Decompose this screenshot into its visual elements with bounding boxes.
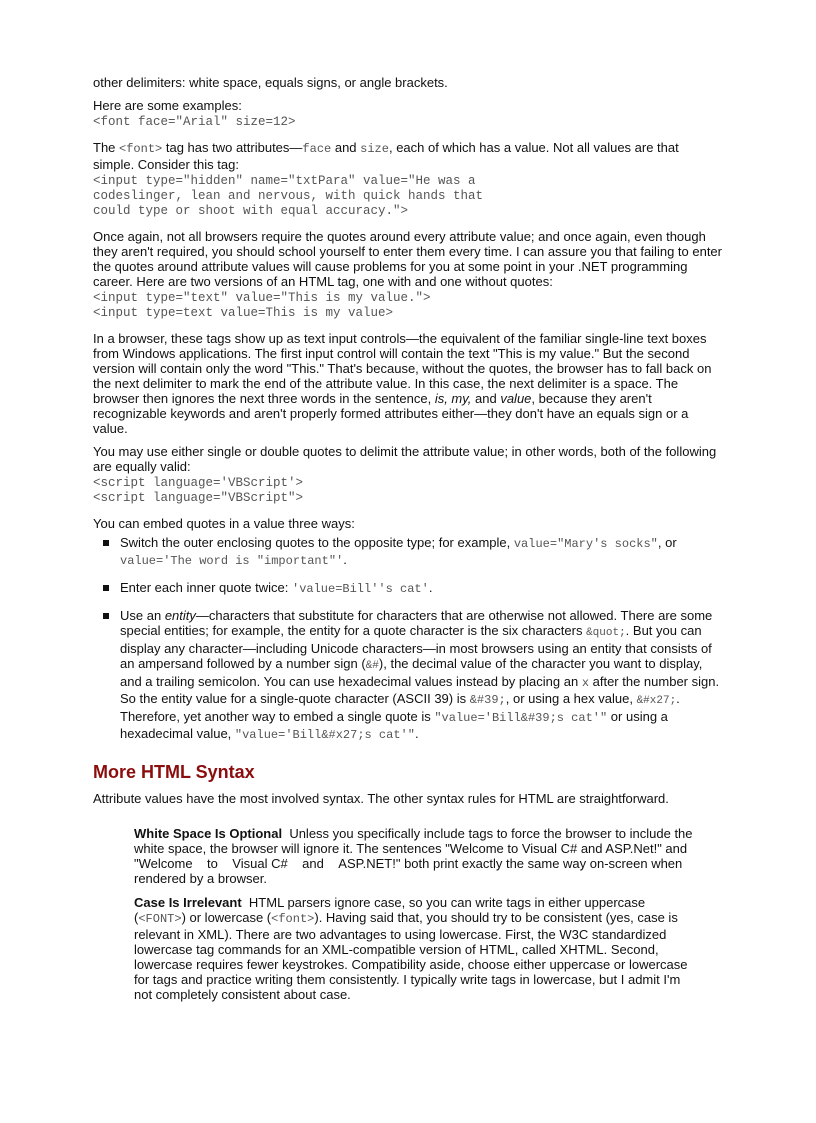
list-item: Switch the outer enclosing quotes to the opposite type; for example, value="Mary's socks", or value='The word is "important"'. <box>93 535 723 569</box>
inline-code: value="Mary's socks" <box>513 537 658 551</box>
section-heading: More HTML Syntax <box>93 762 255 782</box>
inline-code: <FONT> <box>138 912 182 926</box>
paragraph-embed-ways: You can embed quotes in a value three ways: <box>93 516 355 531</box>
inline-code: value='The word is "important"' <box>120 554 344 568</box>
inline-code: x <box>581 676 590 690</box>
inline-code: face <box>302 142 332 156</box>
bullet-icon <box>103 540 109 546</box>
paragraph-examples: Here are some examples: <box>93 98 242 113</box>
syntax-rules-section <box>134 826 694 1002</box>
bullet-icon <box>103 613 109 619</box>
rule-white-space: White Space Is Optional Unless you specifically include tags to force the browser to include the white space, the browser will ignore it. The sentences "Welcome to Visual C# and ASP.Net!" and "Welcome to Visual C# and ASP.NET!" both print exactly the same way on-screen when rendered by a browser. <box>134 826 693 886</box>
list-item: Enter each inner quote twice: 'value=Bill''s cat'. <box>93 580 723 597</box>
bullet-icon <box>103 585 109 591</box>
paragraph-browser-behavior: In a browser, these tags show up as text input controls—the equivalent of the familiar single-line text boxes from Windows applications. The first input control will contain the text "This is my value." But the second version will contain only the word "This." That's because, without the quotes, the browser has to fall back on the next delimiter to mark the end of the attribute value. In this case, the next delimiter is a space. The browser then ignores the next three words in the sentence, is, my, and value, because they aren't recognizable keywords and aren't properly formed attributes either—they don't have an equals sign or a value. <box>93 331 712 436</box>
paragraph-quotes: Once again, not all browsers require the quotes around every attribute value; and once again, even though they aren't required, you should school yourself to enter them every time. I can assure you that failing to enter the quotes around attribute values will cause problems for you at some point in your .NET programming career. Here are two versions of an HTML tag, one with and one without quotes: <box>93 229 722 289</box>
bullet-list <box>93 535 723 743</box>
inline-code: size <box>360 142 389 156</box>
paragraph-single-double: You may use either single or double quotes to delimit the attribute value; in other words, both of the following are equally valid: <box>93 444 717 474</box>
inline-code: <font> <box>271 912 315 926</box>
inline-code: "value='Bill&#x27;s cat'" <box>234 728 415 742</box>
code-hidden-input: <input type="hidden" name="txtPara" value="He was a codeslinger, lean and nervous, with quick hands that could type or shoot with equal accuracy."> <box>93 174 484 218</box>
inline-code: &#39; <box>469 693 506 707</box>
paragraph-font-tag: The <font> tag has two attributes—face and size, each of which has a value. Not all values are that simple. Consider this tag: <box>93 140 679 172</box>
rule-title: Case Is Irrelevant <box>134 895 242 910</box>
code-font-example: <font face="Arial" size=12> <box>93 115 296 129</box>
inline-code: "value='Bill&#39;s cat'" <box>434 711 608 725</box>
paragraph-intro: other delimiters: white space, equals signs, or angle brackets. <box>93 75 448 90</box>
inline-code: 'value=Bill''s cat' <box>292 582 429 596</box>
list-item: Use an entity—characters that substitute for characters that are otherwise not allowed. There are some special entities; for example, the entity for a quote character is the six characters &quot;. But you can display any character—including Unicode characters—in most browsers using an entity that consists of an ampersand followed by a number sign (&#), the decimal value of the character you want to display, and a trailing semicolon. You can use hexadecimal values instead by placing an x after the number sign. So the entity value for a single-quote character (ASCII 39) is &#39;, or using a hex value, &#x27;. Therefore, yet another way to embed a single quote is "value='Bill&#39;s cat'" or using a hexadecimal value, "value='Bill&#x27;s cat'". <box>93 608 723 743</box>
paragraph-syntax-rules: Attribute values have the most involved syntax. The other syntax rules for HTML are straightforward. <box>93 791 669 806</box>
inline-code: &quot; <box>586 627 626 639</box>
inline-code: &# <box>365 660 379 672</box>
inline-code: &#x27; <box>636 695 677 707</box>
code-script-tags: <script language='VBScript'> <script language="VBScript"> <box>93 476 304 505</box>
rule-title: White Space Is Optional <box>134 826 283 841</box>
rule-case: Case Is Irrelevant HTML parsers ignore case, so you can write tags in either uppercase (<FONT>) or lowercase (<font>). Having said that, you should try to be consistent (yes, case is relevant in XML). There are two advantages to using lowercase. First, the W3C standardized lowercase tag commands for an XML-compatible version of HTML, called XHTML. Second, lowercase requires fewer keystrokes. Compatibility aside, choose either uppercase or lowercase for tags and practice writing them consistently. I typically write tags in lowercase, but I admit I'm not completely consistent about case. <box>134 895 688 1002</box>
inline-code: <font> <box>119 142 163 156</box>
code-text-inputs: <input type="text" value="This is my value."> <input type=text value=This is my value> <box>93 291 431 320</box>
